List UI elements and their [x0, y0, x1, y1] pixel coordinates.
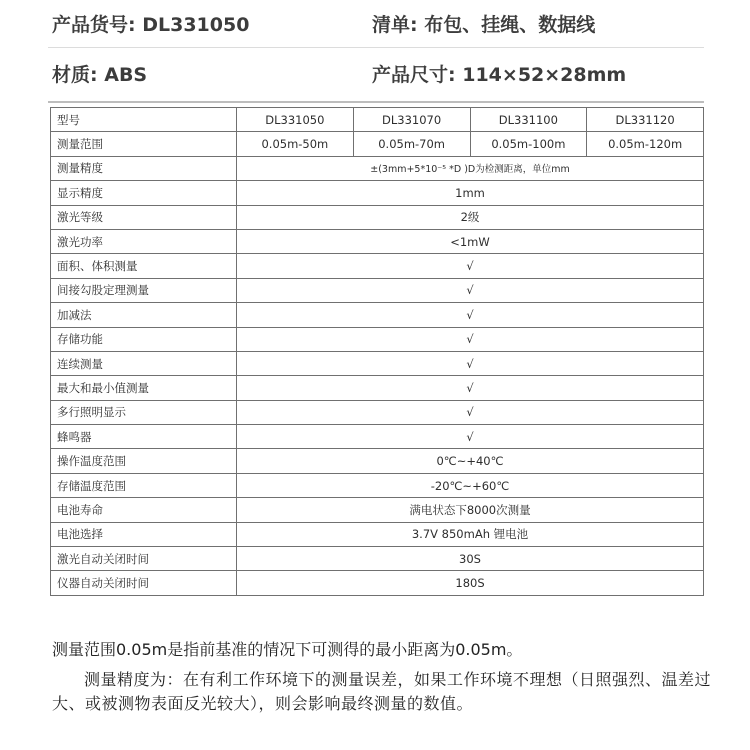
range-cell: 0.05m-120m — [587, 132, 704, 156]
row-value: 3.7V 850mAh 锂电池 — [237, 522, 704, 546]
row-value: <1mW — [237, 229, 704, 253]
model-cell: DL331070 — [353, 108, 470, 132]
row-label: 连续测量 — [51, 351, 237, 375]
package-list-heading — [372, 10, 595, 37]
model-row — [51, 108, 704, 132]
package-list-label: 清单: — [372, 14, 418, 36]
row-label: 激光功率 — [51, 229, 237, 253]
model-cell: DL331050 — [237, 108, 354, 132]
row-label: 蜂鸣器 — [51, 425, 237, 449]
model-row-label: 型号 — [51, 108, 237, 132]
material-label: 材质: — [52, 64, 98, 86]
row-label: 操作温度范围 — [51, 449, 237, 473]
row-label: 面积、体积测量 — [51, 254, 237, 278]
model-cell: DL331120 — [587, 108, 704, 132]
row-value: -20℃~+60℃ — [237, 473, 704, 497]
row-label: 激光自动关闭时间 — [51, 547, 237, 571]
range-cell: 0.05m-50m — [237, 132, 354, 156]
table-row — [51, 278, 704, 302]
range-note: 测量范围0.05m是指前基准的情况下可测得的最小距离为0.05m。 — [52, 640, 523, 659]
model-number-heading — [52, 10, 249, 37]
table-row — [51, 400, 704, 424]
row-label: 电池选择 — [51, 522, 237, 546]
row-label: 显示精度 — [51, 181, 237, 205]
table-row — [51, 181, 704, 205]
table-row — [51, 522, 704, 546]
row-label: 测量精度 — [51, 156, 237, 180]
range-cell: 0.05m-70m — [353, 132, 470, 156]
product-size-value: 114×52×28mm — [462, 64, 627, 86]
model-number-label: 产品货号: — [52, 14, 136, 36]
row-value: √ — [237, 303, 704, 327]
row-value: 180S — [237, 571, 704, 595]
table-row — [51, 303, 704, 327]
row-value: √ — [237, 254, 704, 278]
range-cell: 0.05m-100m — [470, 132, 587, 156]
row-label: 存储功能 — [51, 327, 237, 351]
table-row — [51, 229, 704, 253]
row-label: 加减法 — [51, 303, 237, 327]
row-label: 多行照明显示 — [51, 400, 237, 424]
table-row — [51, 498, 704, 522]
table-row — [51, 156, 704, 180]
row-value: 2级 — [237, 205, 704, 229]
accuracy-note: 测量精度为：在有利工作环境下的测量误差，如果工作环境不理想（日照强烈、温差过大、或被测物表面反光较大），则会影响最终测量的数值。 — [52, 670, 712, 713]
table-row — [51, 205, 704, 229]
row-label: 存储温度范围 — [51, 473, 237, 497]
row-value: √ — [237, 400, 704, 424]
table-row — [51, 449, 704, 473]
spec-table-body — [51, 108, 704, 596]
table-row — [51, 425, 704, 449]
row-value: 30S — [237, 547, 704, 571]
table-row — [51, 473, 704, 497]
table-row — [51, 547, 704, 571]
table-top-divider — [48, 101, 704, 103]
row-label: 最大和最小值测量 — [51, 376, 237, 400]
table-row — [51, 254, 704, 278]
table-row — [51, 327, 704, 351]
package-list-value: 布包、挂绳、数据线 — [424, 14, 596, 36]
table-row — [51, 376, 704, 400]
product-size-label: 产品尺寸: — [372, 64, 456, 86]
row-value: √ — [237, 351, 704, 375]
range-row-label: 测量范围 — [51, 132, 237, 156]
row-value: √ — [237, 376, 704, 400]
model-cell: DL331100 — [470, 108, 587, 132]
row-value: 满电状态下8000次测量 — [237, 498, 704, 522]
row-value: 0℃~+40℃ — [237, 449, 704, 473]
model-number-value: DL331050 — [142, 14, 250, 36]
row-label: 激光等级 — [51, 205, 237, 229]
material-value: ABS — [104, 64, 148, 86]
spec-table — [50, 107, 704, 596]
material-heading — [52, 60, 147, 87]
row-value: √ — [237, 278, 704, 302]
row-value: ±(3mm+5*10⁻⁵ *D )D为检测距离，单位mm — [237, 156, 704, 180]
row-label: 电池寿命 — [51, 498, 237, 522]
row-value: 1mm — [237, 181, 704, 205]
row-value: √ — [237, 327, 704, 351]
row-label: 间接勾股定理测量 — [51, 278, 237, 302]
row-value: √ — [237, 425, 704, 449]
row-label: 仪器自动关闭时间 — [51, 571, 237, 595]
table-row — [51, 351, 704, 375]
header-divider — [48, 47, 704, 48]
range-row — [51, 132, 704, 156]
product-size-heading — [372, 60, 626, 87]
table-row — [51, 571, 704, 595]
